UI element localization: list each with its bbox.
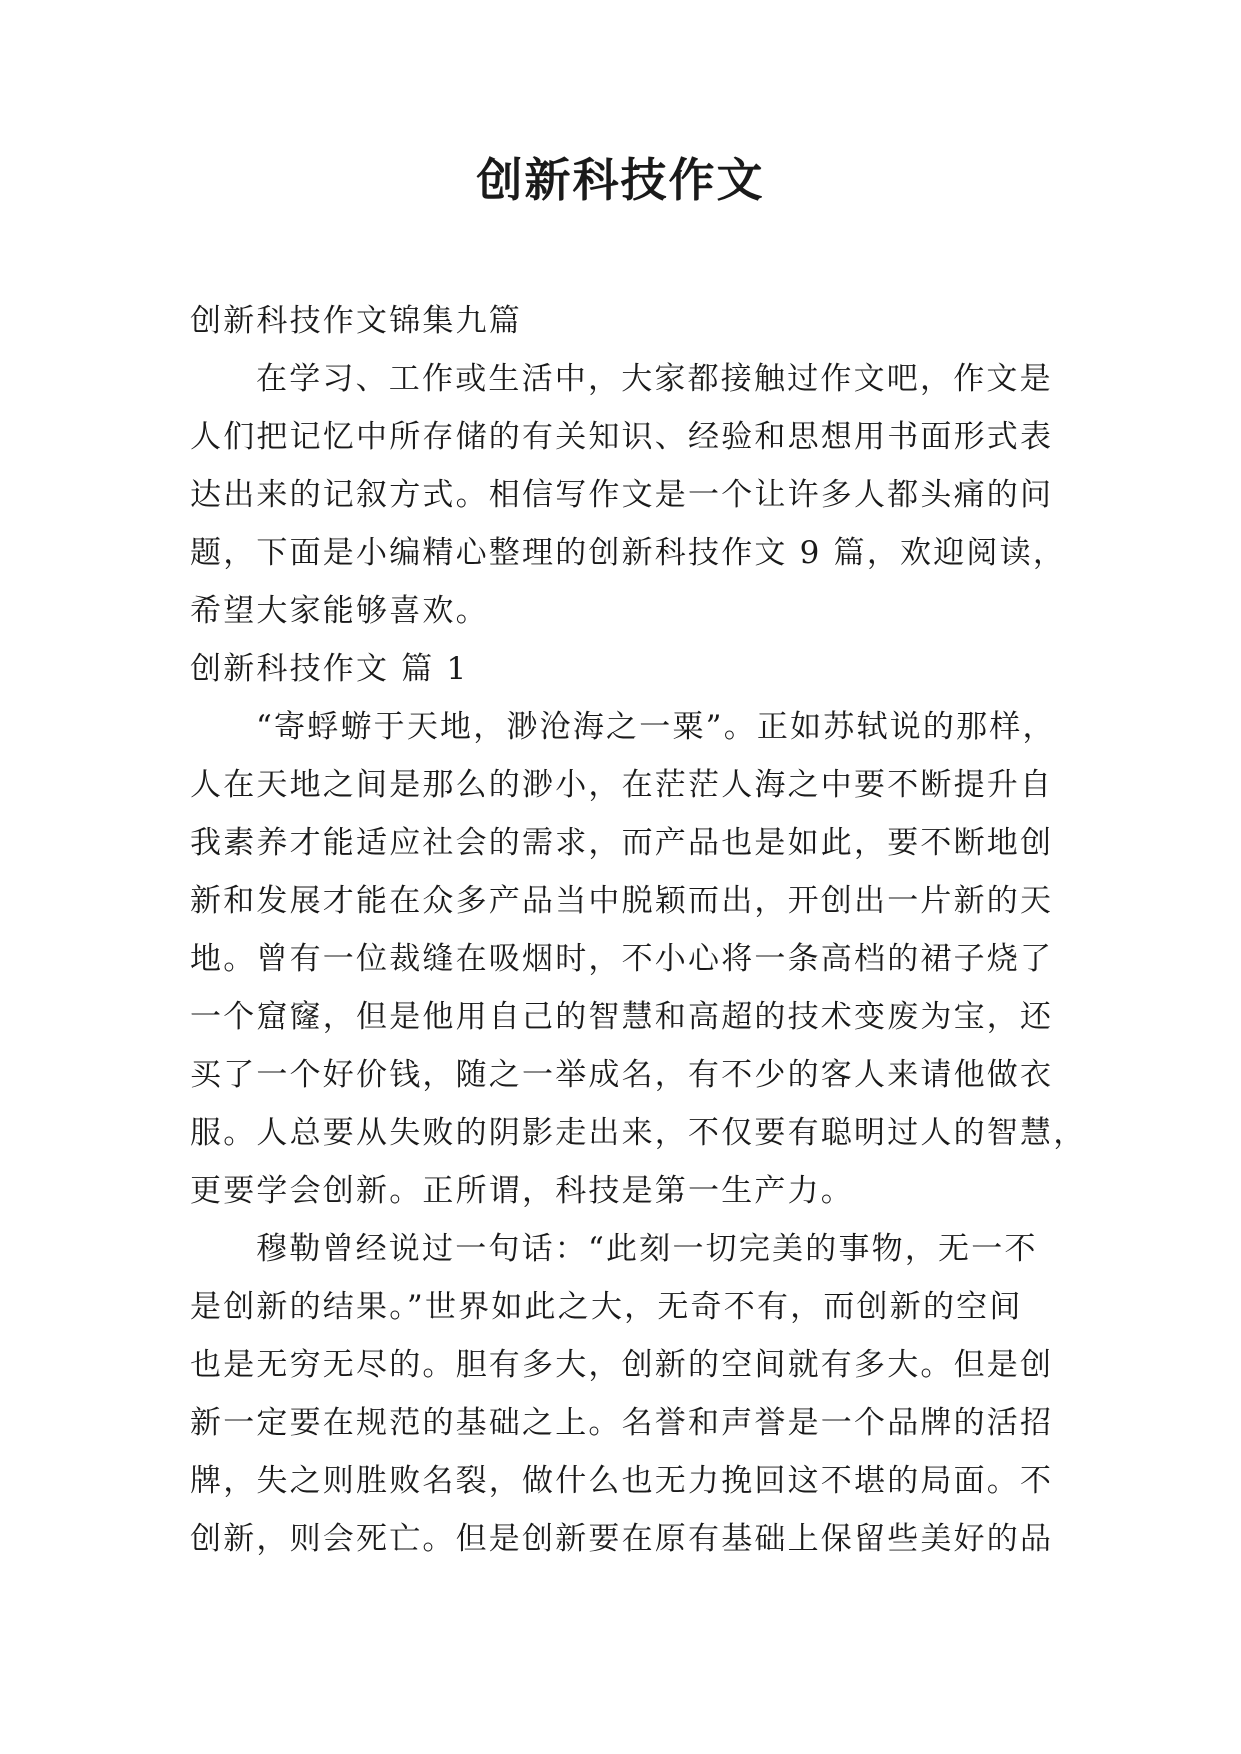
- text-line: 地。曾有一位裁缝在吸烟时，不小心将一条高档的裙子烧了: [190, 941, 1054, 977]
- text-line: 创新，则会死亡。但是创新要在原有基础上保留些美好的品: [190, 1521, 1054, 1557]
- text-line: 创新科技作文 篇 1: [190, 651, 469, 687]
- text-line: 达出来的记叙方式。相信写作文是一个让许多人都头痛的问: [190, 477, 1054, 513]
- text-line: 人们把记忆中所存储的有关知识、经验和思想用书面形式表: [190, 419, 1054, 455]
- text-line: 牌，失之则胜败名裂，做什么也无力挽回这不堪的局面。不: [190, 1463, 1054, 1499]
- text-line: 新和发展才能在众多产品当中脱颖而出，开创出一片新的天: [190, 883, 1054, 919]
- text-line: 人在天地之间是那么的渺小，在茫茫人海之中要不断提升自: [190, 767, 1054, 803]
- text-line: 服。人总要从失败的阴影走出来，不仅要有聪明过人的智慧，: [190, 1115, 1087, 1151]
- text-line: 我素养才能适应社会的需求，而产品也是如此，要不断地创: [190, 825, 1054, 861]
- text-line: 新一定要在规范的基础之上。名誉和声誉是一个品牌的活招: [190, 1405, 1054, 1441]
- text-line: 创新科技作文锦集九篇: [190, 303, 522, 339]
- document-title: 创新科技作文: [476, 153, 765, 207]
- text-line: 题，下面是小编精心整理的创新科技作文 9 篇，欢迎阅读，: [190, 535, 1067, 571]
- text-line: 一个窟窿，但是他用自己的智慧和高超的技术变废为宝，还: [190, 999, 1054, 1035]
- text-line: 穆勒曾经说过一句话：“此刻一切完美的事物，无一不: [256, 1231, 1038, 1267]
- text-line: 也是无穷无尽的。胆有多大，创新的空间就有多大。但是创: [190, 1347, 1054, 1383]
- text-line: 是创新的结果。”世界如此之大，无奇不有，而创新的空间: [190, 1289, 1023, 1325]
- text-line: “寄蜉蝣于天地，渺沧海之一粟”。正如苏轼说的那样，: [256, 709, 1056, 745]
- text-line: 买了一个好价钱，随之一举成名，有不少的客人来请他做衣: [190, 1057, 1054, 1093]
- text-line: 希望大家能够喜欢。: [190, 593, 489, 629]
- text-line: 在学习、工作或生活中，大家都接触过作文吧，作文是: [256, 361, 1053, 397]
- text-line: 更要学会创新。正所谓，科技是第一生产力。: [190, 1173, 854, 1209]
- document-body: [190, 292, 1087, 1568]
